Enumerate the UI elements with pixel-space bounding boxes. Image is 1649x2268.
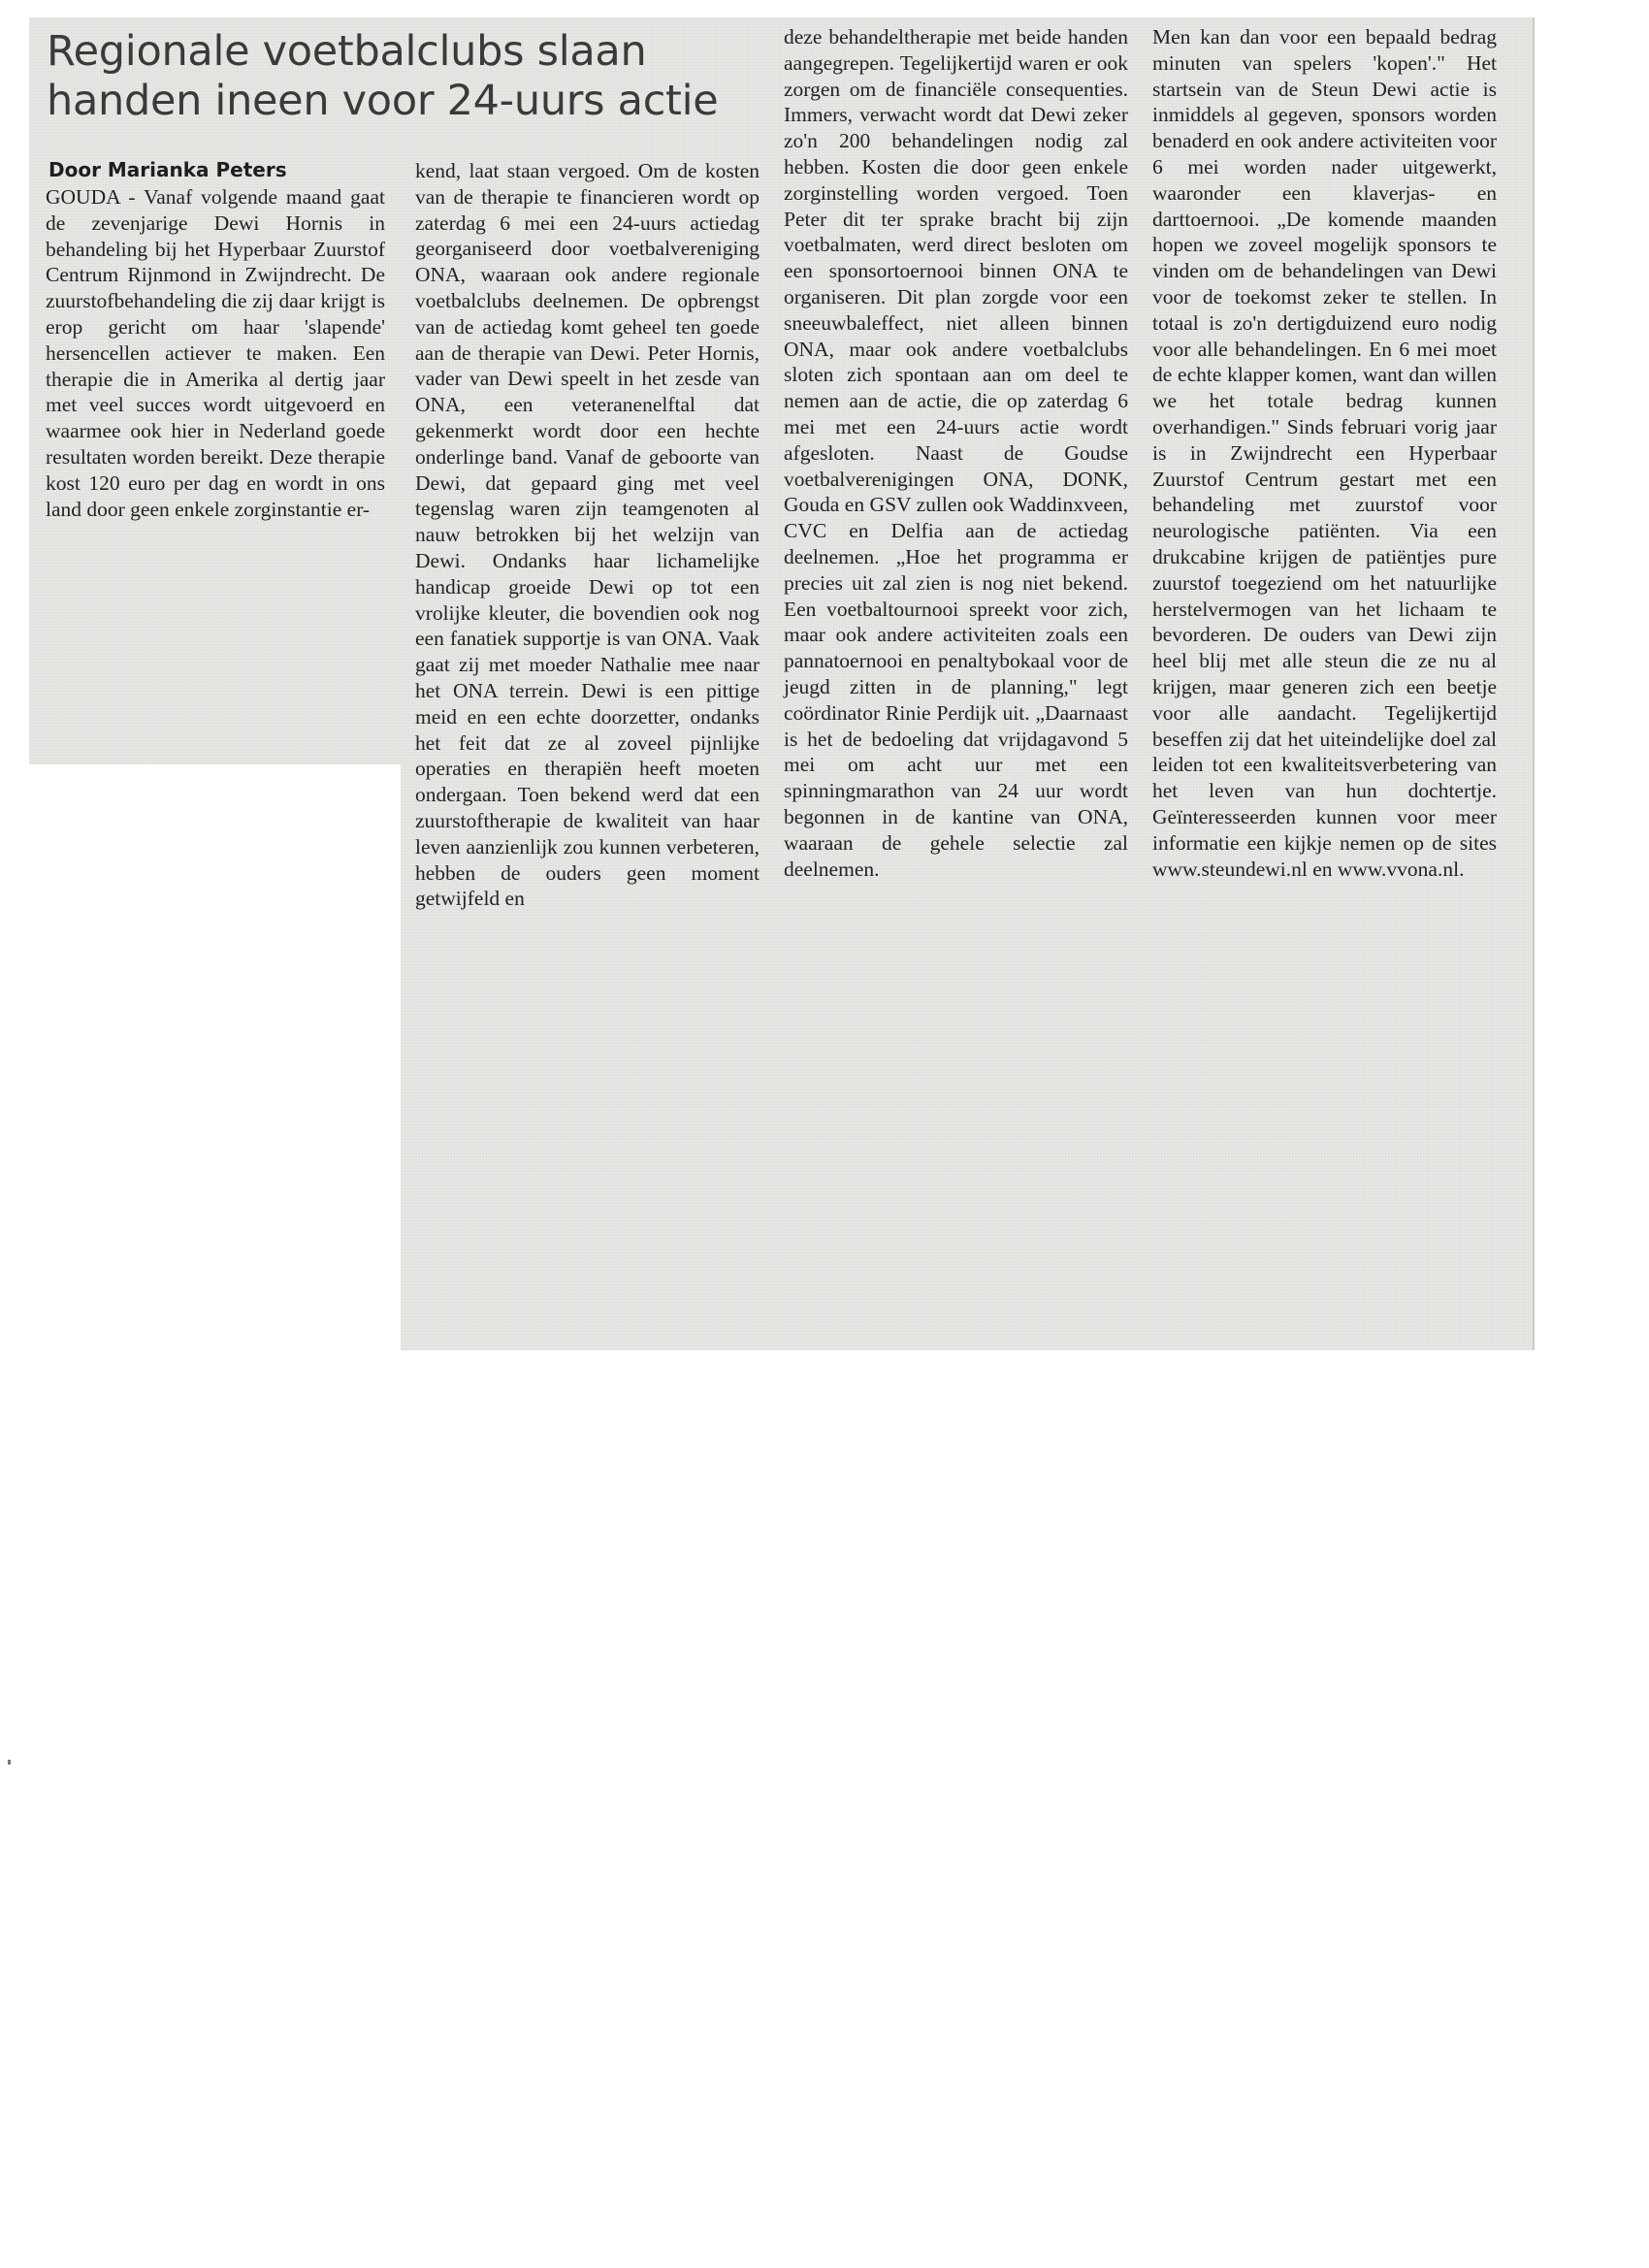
article-column-3: deze behandeltherapie met beide handen aangegrepen. Tegelijkertijd waren er ook zorgen om de financiële consequenties. Immers, verwacht wordt dat Dewi zeker zo'n 200 behandelingen nodig zal hebben. Kosten die door geen enkele zorginstelling worden vergoed. Toen Peter dit ter sprake bracht bij zijn voetbalmaten, werd direct besloten om een sponsortoernooi binnen ONA te organiseren. Dit plan zorgde voor een sneeuwbaleffect, niet alleen binnen ONA, maar ook andere voetbalclubs sloten zich spontaan aan om deel te nemen aan de actie, die op zaterdag 6 mei met een 24-uurs actie wordt afgesloten. Naast de Goudse voetbalverenigingen ONA, DONK, Gouda en GSV zullen ook Waddinxveen, CVC en Delfia aan de actiedag deelnemen. „Hoe het programma er precies uit zal zien is nog niet bekend. Een voetbaltournooi spreekt voor zich, maar ook andere activiteiten zoals een pannatoernooi en penaltybokaal voor de jeugd zitten in de planning," legt coördinator Rinie Perdijk uit. „Daarnaast is het de bedoeling dat vrijdagavond 5 mei om acht uur met een spinningmarathon van 24 uur wordt begonnen in de kantine van ONA, waaraan de gehele selectie zal deelnemen.: [784, 25, 1128, 881]
article-column-4: Men kan dan voor een bepaald bedrag minuten van spelers 'kopen'." Het startsein van de Steun Dewi actie is inmiddels al gegeven, sponsors worden benaderd en ook andere activiteiten voor 6 mei worden nader uitgewerkt, waaronder een klaverjas- en darttoernooi. „De komende maanden hopen we zoveel mogelijk sponsors te vinden om de behandelingen van Dewi voor de toekomst zeker te stellen. In totaal is zo'n dertigduizend euro nodig voor alle behandelingen. En 6 mei moet de echte klapper komen, want dan willen we het totale bedrag kunnen overhandigen." Sinds februari vorig jaar is in Zwijndrecht een Hyperbaar Zuurstof Centrum gestart met een behandeling met zuurstof voor neurologische patiënten. Via een drukcabine krijgen de patiëntjes pure zuurstof toegeziend om het natuurlijke herstelvermogen van het lichaam te bevorderen. De ouders van Dewi zijn heel blij met alle steun die ze nu al krijgen, maar generen zich een beetje voor alle aandacht. Tegelijkertijd beseffen zij dat het uiteindelijke doel zal leiden tot een kwaliteitsverbetering van het leven van hun dochtertje. Geïnteresseerden kunnen voor meer informatie een kijkje nemen op de sites www.steundewi.nl en www.vvona.nl.: [1152, 25, 1497, 881]
paper-edge: [1533, 17, 1535, 764]
article-byline: Door Marianka Peters: [48, 158, 287, 181]
paper-edge: [1533, 757, 1535, 1350]
article-headline: Regionale voetbalclubs slaan handen ineen voor 24-uurs actie: [47, 27, 719, 125]
article-column-1: GOUDA - Vanaf volgende maand gaat de zevenjarige Dewi Hornis in behandeling bij het Hyperbaar Zuurstof Centrum Rijnmond in Zwijndrecht. De zuurstofbehandeling die zij daar krijgt is erop gericht om haar 'slapende' hersencellen actiever te maken. Een therapie die in Amerika al dertig jaar met veel succes wordt uitgevoerd en waarmee ook hier in Nederland goede resultaten worden bereikt. Deze therapie kost 120 euro per dag en wordt in ons land door geen enkele zorginstantie er-: [46, 185, 385, 521]
scan-speck: [8, 1760, 11, 1765]
article-column-2: kend, laat staan vergoed. Om de kosten van de therapie te financieren wordt op zaterdag 6 mei een 24-uurs actiedag georganiseerd door voetbalvereniging ONA, waaraan ook andere regionale voetbalclubs deelnemen. De opbrengst van de actiedag komt geheel ten goede aan de therapie van Dewi. Peter Hornis, vader van Dewi speelt in het zesde van ONA, een veteranenelftal dat gekenmerkt wordt door een hechte onderlinge band. Vanaf de geboorte van Dewi, dat gepaard ging met veel tegenslag waren zijn teamgenoten al nauw betrokken bij het welzijn van Dewi. Ondanks haar lichamelijke handicap groeide Dewi op tot een vrolijke kleuter, die bovendien ook nog een fanatiek supportje is van ONA. Vaak gaat zij met moeder Nathalie mee naar het ONA terrein. Dewi is een pittige meid en een echte doorzetter, ondanks het feit dat ze al zoveel pijnlijke operaties en therapiën heeft moeten ondergaan. Toen bekend werd dat een zuurstoftherapie de kwaliteit van haar leven aanzienlijk zou kunnen verbeteren, hebben de ouders geen moment getwijfeld en: [415, 159, 760, 911]
